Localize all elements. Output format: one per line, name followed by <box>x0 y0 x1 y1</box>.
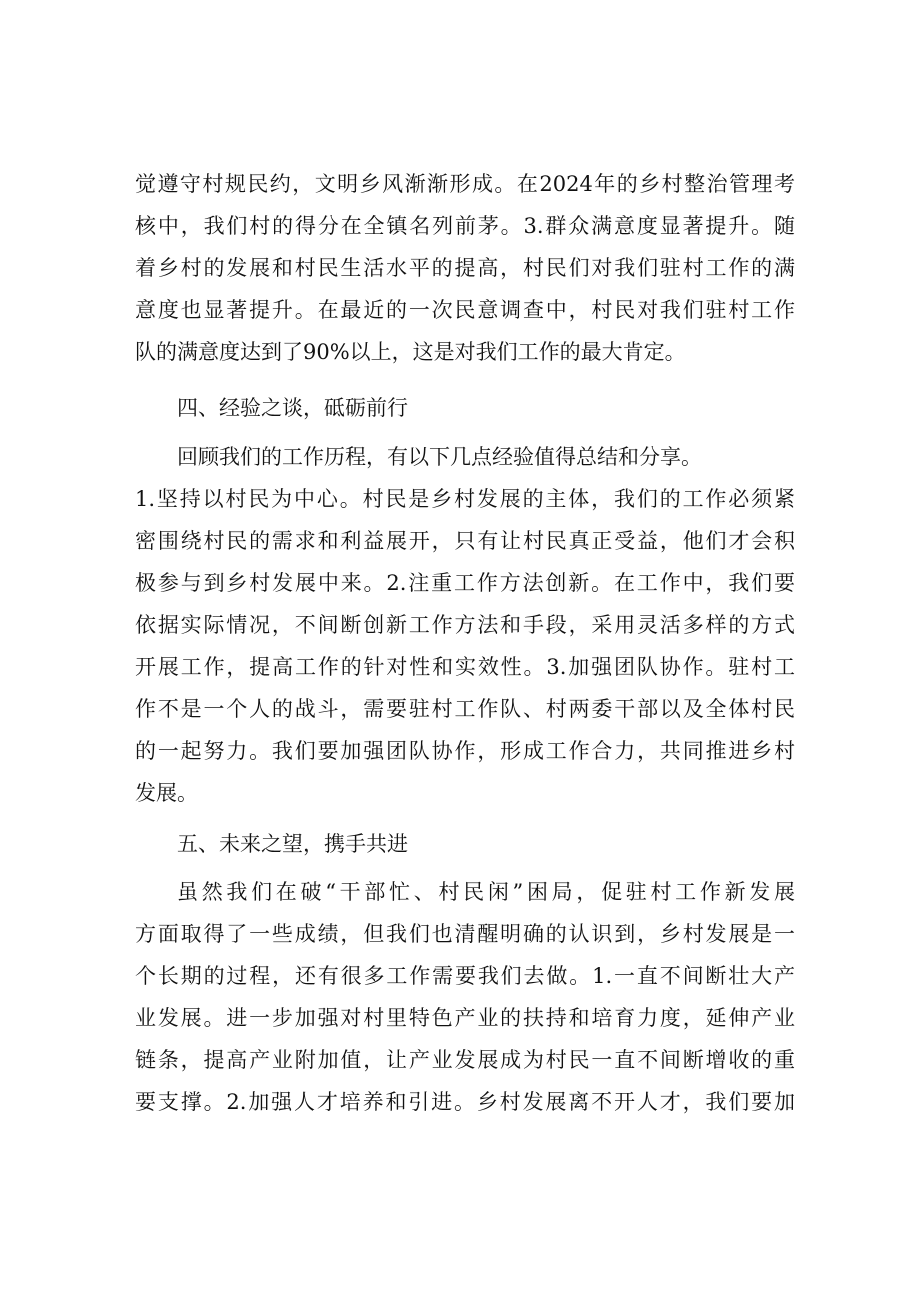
paragraph-3-line-5: 链条，提高产业附加值，让产业发展成为村民一直不间断增收的重 <box>135 1048 795 1072</box>
paragraph-1-line-5: 队的满意度达到了90%以上，这是对我们工作的最大肯定。 <box>135 340 686 364</box>
paragraph-3-line-2: 方面取得了一些成绩，但我们也清醒明确的认识到，乡村发展是一 <box>135 922 795 946</box>
paragraph-2-line-9: 发展。 <box>135 781 198 805</box>
paragraph-2-line-4: 极参与到乡村发展中来。2.注重工作方法创新。在工作中，我们要 <box>135 571 795 595</box>
paragraph-3-line-3: 个长期的过程，还有很多工作需要我们去做。1.一直不间断壮大产 <box>135 964 795 988</box>
paragraph-2-line-7: 作不是一个人的战斗，需要驻村工作队、村两委干部以及全体村民 <box>135 697 795 721</box>
paragraph-3-line-4: 业发展。进一步加强对村里特色产业的扶持和培育力度，延伸产业 <box>135 1006 795 1030</box>
paragraph-1-line-4: 意度也显著提升。在最近的一次民意调查中，村民对我们驻村工作 <box>135 298 795 322</box>
paragraph-2-line-1: 回顾我们的工作历程，有以下几点经验值得总结和分享。 <box>177 445 702 469</box>
section-heading-4: 四、经验之谈，砥砺前行 <box>177 396 408 420</box>
paragraph-2-line-6: 开展工作，提高工作的针对性和实效性。3.加强团队协作。驻村工 <box>135 655 795 679</box>
paragraph-1-line-2: 核中，我们村的得分在全镇名列前茅。3.群众满意度显著提升。随 <box>135 214 795 238</box>
paragraph-2-line-8: 的一起努力。我们要加强团队协作，形成工作合力，共同推进乡村 <box>135 739 795 763</box>
paragraph-2-line-5: 依据实际情况，不间断创新工作方法和手段，采用灵活多样的方式 <box>135 613 795 637</box>
paragraph-2-line-2: 1.坚持以村民为中心。村民是乡村发展的主体，我们的工作必须紧 <box>135 487 795 511</box>
section-heading-5: 五、未来之望，携手共进 <box>177 832 408 856</box>
paragraph-3-line-1: 虽然我们在破“干部忙、村民闲”困局，促驻村工作新发展 <box>177 880 795 904</box>
paragraph-1-line-3: 着乡村的发展和村民生活水平的提高，村民们对我们驻村工作的满 <box>135 256 795 280</box>
paragraph-1-line-1: 觉遵守村规民约，文明乡风渐渐形成。在2024年的乡村整治管理考 <box>135 172 795 196</box>
paragraph-2-line-3: 密围绕村民的需求和利益展开，只有让村民真正受益，他们才会积 <box>135 529 795 553</box>
paragraph-3-line-6: 要支撑。2.加强人才培养和引进。乡村发展离不开人才，我们要加 <box>135 1090 795 1114</box>
